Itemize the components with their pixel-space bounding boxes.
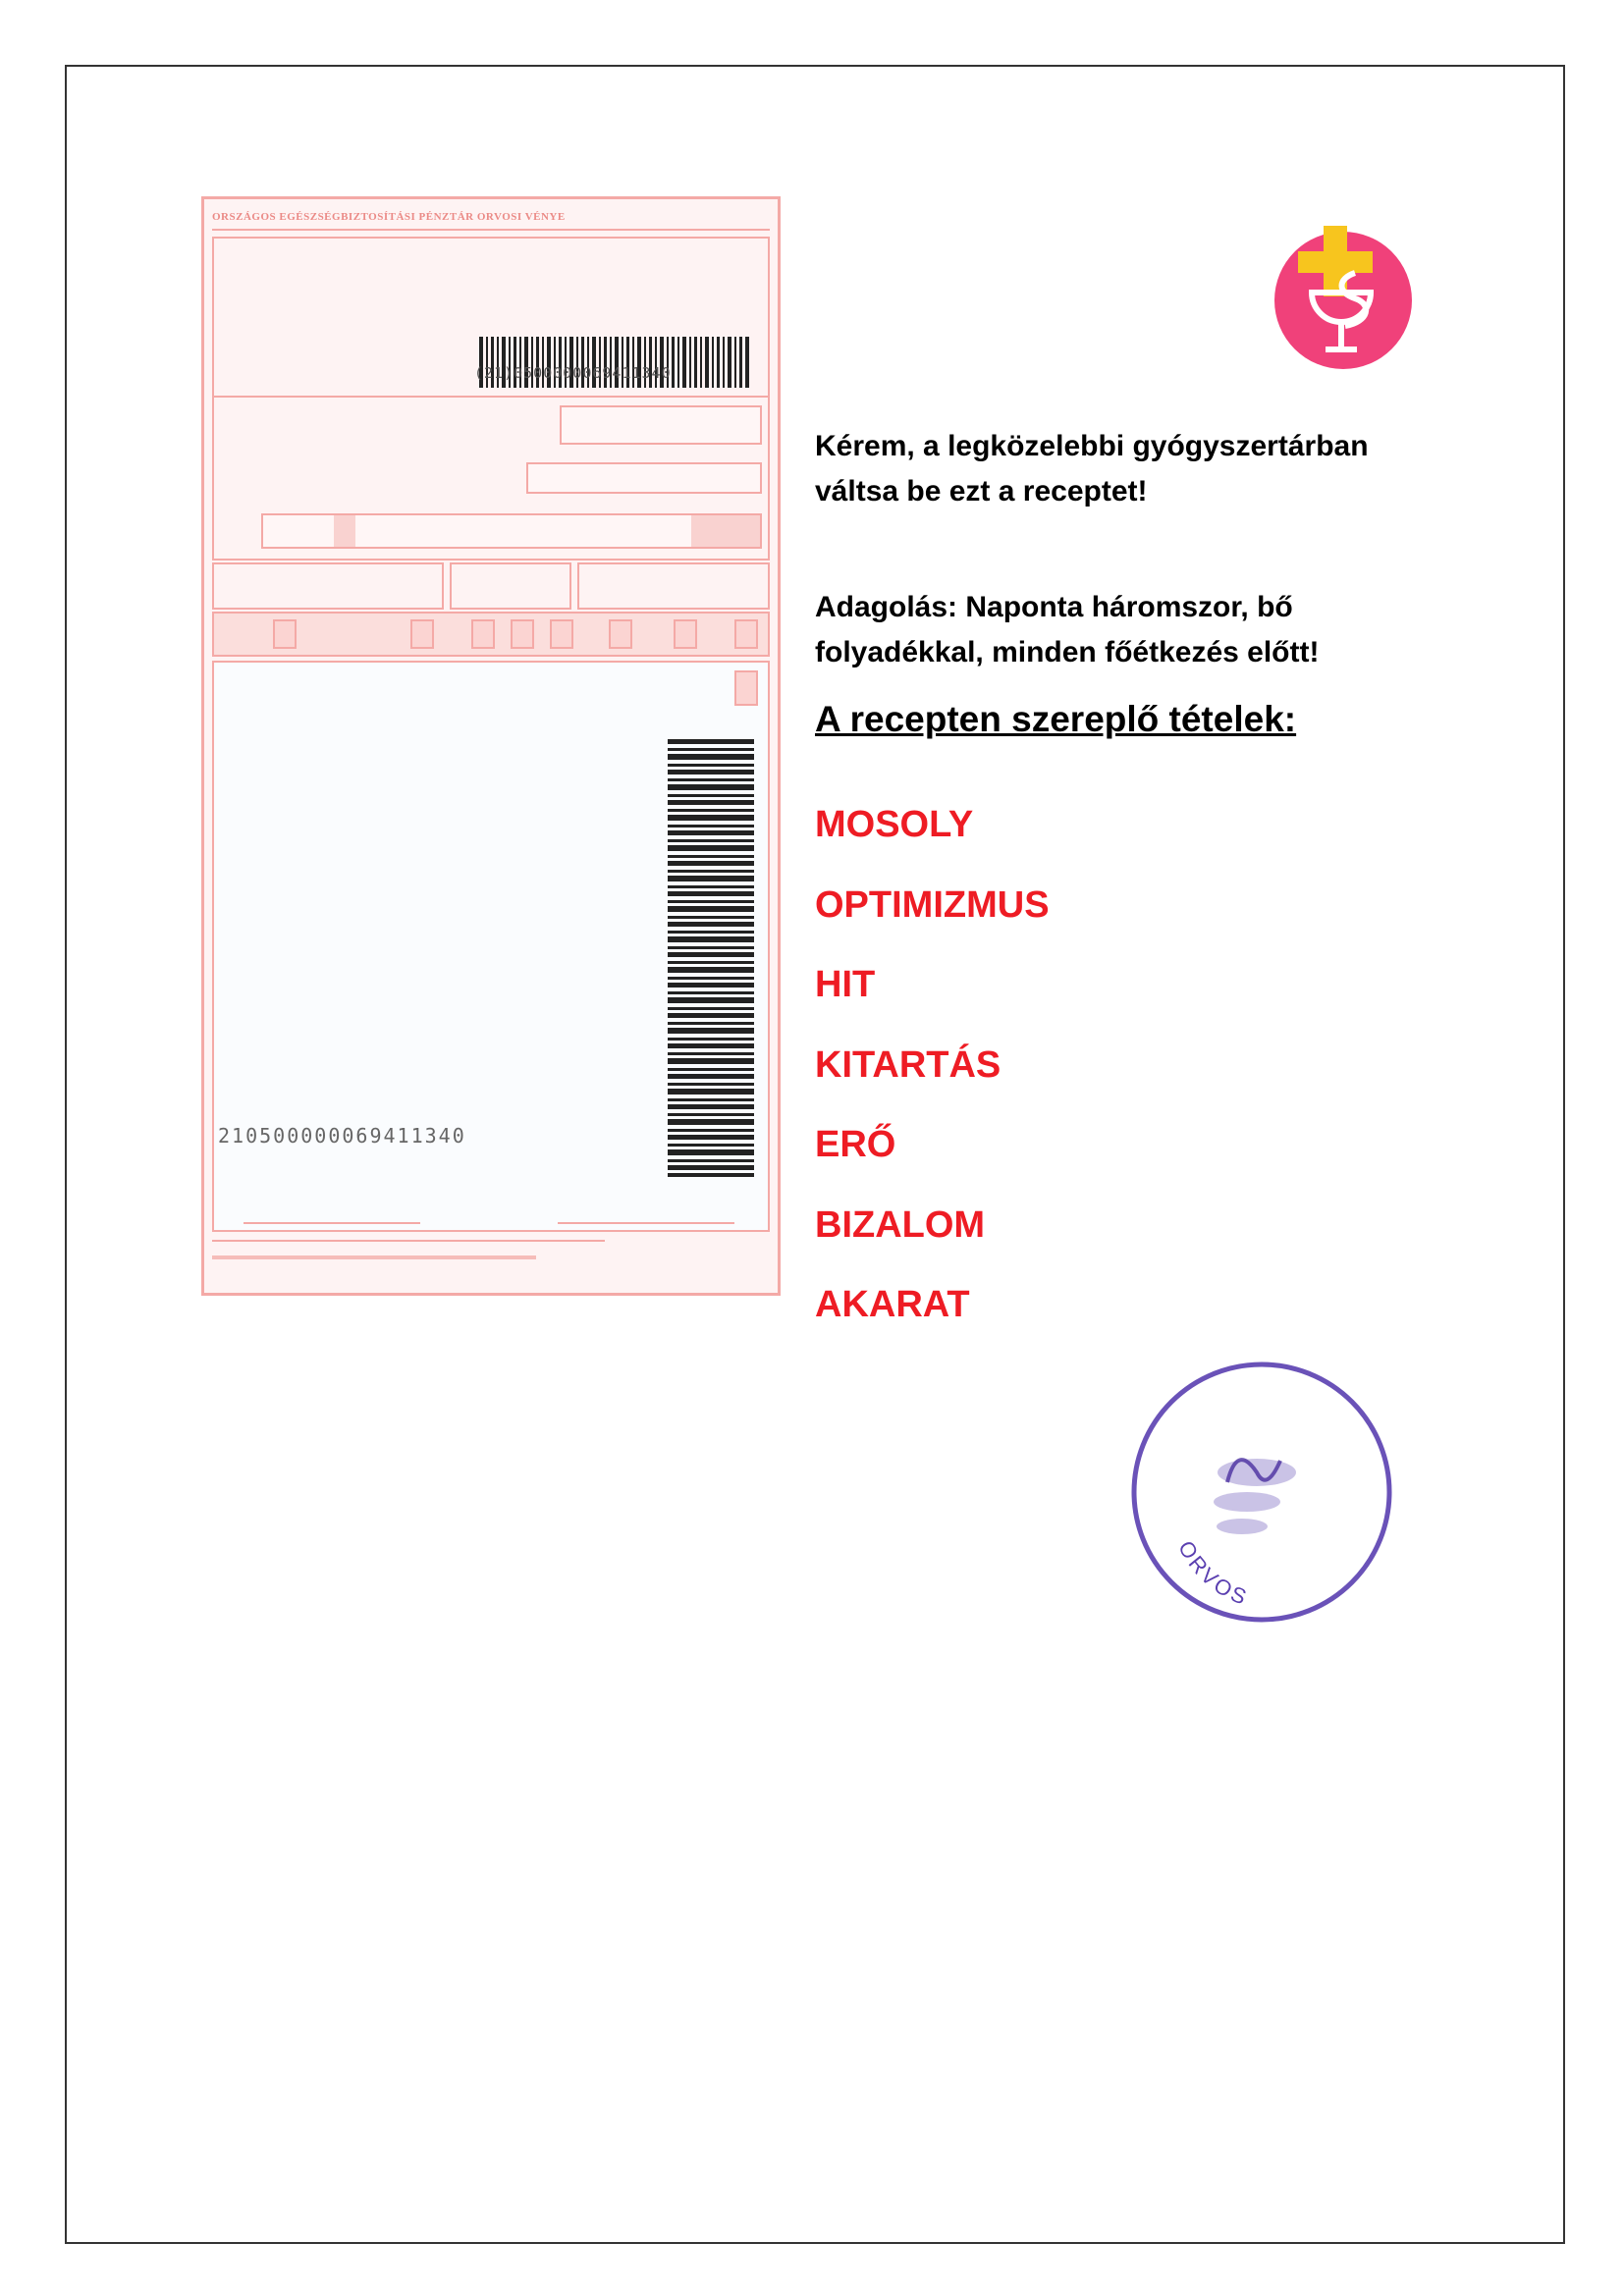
field-box-2 — [450, 562, 571, 610]
list-item: MOSOLY — [815, 804, 974, 845]
top-barcode-number: (21)0500000069411340 — [474, 364, 672, 382]
signature-line-right — [558, 1222, 734, 1224]
list-item: BIZALOM — [815, 1203, 986, 1246]
field-box-1 — [212, 562, 444, 610]
id-field — [261, 513, 762, 549]
bottom-barcode-number: 210500000069411340 — [218, 1124, 466, 1148]
footer-line — [212, 1240, 605, 1248]
list-item: KITARTÁS — [815, 1043, 1001, 1086]
prescription-form — [201, 196, 781, 1296]
vertical-barcode — [668, 739, 754, 1177]
taj-field — [526, 462, 762, 494]
list-item: OPTIMIZMUS — [815, 883, 1050, 926]
birth-date-field — [560, 405, 762, 445]
stamp-text: ORVOS — [1173, 1536, 1253, 1611]
items-heading: A recepten szereplő tételek: — [815, 699, 1297, 739]
field-box-3 — [577, 562, 770, 610]
items-list — [815, 785, 1050, 1346]
list-item: HIT — [815, 964, 876, 1005]
signature-line-left — [244, 1222, 420, 1224]
footer-text-blur — [212, 1255, 536, 1259]
list-item: ERŐ — [815, 1124, 896, 1165]
checkbox-row — [212, 612, 770, 657]
doctor-stamp — [1119, 1355, 1404, 1639]
dosage-text: Adagolás: Naponta háromszor, bő folyadékkal, minden főétkezés előtt! — [815, 591, 1320, 668]
patient-section — [212, 396, 770, 561]
list-item: AKARAT — [815, 1284, 970, 1325]
prescription-header: ORSZÁGOS EGÉSZSÉGBIZTOSÍTÁSI PÉNZTÁR ORVOSI VÉNYE — [212, 205, 770, 231]
pharmacy-logo-icon — [1272, 224, 1420, 371]
instruction-text: Kérem, a legközelebbi gyógyszertárban váltsa be ezt a receptet! — [815, 430, 1369, 507]
